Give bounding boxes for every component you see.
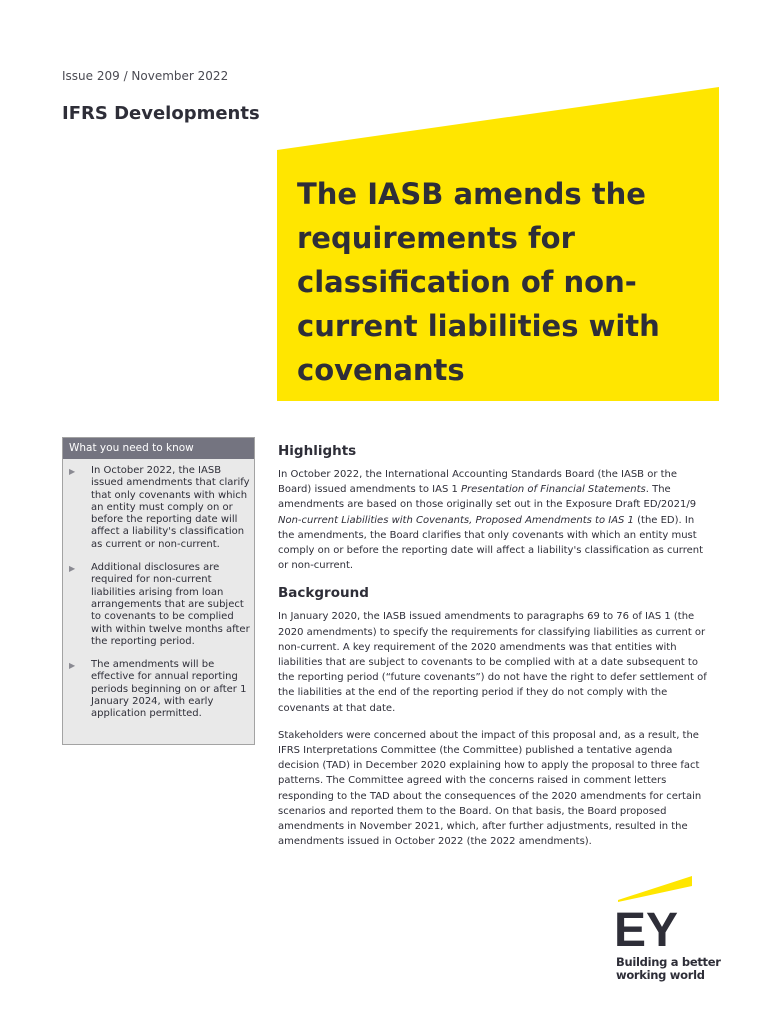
background-heading: Background: [278, 585, 369, 602]
highlights-heading: Highlights: [278, 443, 357, 459]
ey-logo: [614, 872, 724, 982]
tagline-line: Building a better: [616, 955, 721, 969]
triangle-bullet-icon: ▶: [69, 467, 76, 476]
triangle-bullet-icon: ▶: [69, 661, 76, 671]
list-item: [63, 465, 254, 551]
what-you-need-to-know-box: [62, 437, 255, 745]
main-content: [278, 443, 712, 861]
key-points-list: [63, 465, 254, 721]
text-run: (the ED). In the amendments, the Board clarifies that only covenants with which an entity must comply on or before the reporting date will affect a liability's classification as current or non-current.: [278, 514, 704, 572]
triangle-bullet-icon: ▶: [69, 564, 76, 574]
page-title: The IASB amends the requirements for classification of non-current liabilities with covenants: [297, 177, 660, 387]
tagline-line: working world: [616, 968, 705, 982]
list-item-text: Additional disclosures are required for non-current liabilities arising from loan arrangements that are subject to covenants to be complied with within twelve months after the reporting period.: [91, 562, 250, 647]
highlights-paragraph: [278, 467, 712, 573]
ey-logo-mark: [614, 872, 724, 956]
ey-wordmark: EY: [614, 904, 679, 956]
list-item-text: In October 2022, the IASB issued amendments that clarify that only covenants with which an entity must comply on or before the reporting date will affect a liability's classification as current or non-current.: [91, 465, 250, 550]
series-title: IFRS Developments: [62, 103, 260, 124]
background-paragraph: Stakeholders were concerned about the impact of this proposal and, as a result, the IFRS Interpretations Committee (the Committee) published a tentative agenda decision (TAD) in December 2020 explaining how to apply the proposal to three fact patterns. The Committee agreed with the concerns raised in comment letters responding to the TAD about the consequences of the 2020 amendments for certain scenarios and reported them to the Board. On that basis, the Board proposed amendments in November 2021, which, after further adjustments, resulted in the amendments issued in October 2022 (the 2022 amendments).: [278, 729, 702, 848]
issue-label: Issue 209 / November 2022: [62, 69, 229, 83]
list-item: [63, 562, 254, 648]
list-item-text: The amendments will be effective for annual reporting periods beginning on or after 1 January 2024, with early application permitted.: [91, 659, 247, 720]
list-item: [63, 659, 254, 720]
sidebar-heading: What you need to know: [63, 438, 254, 459]
text-run: . The amendments are based on those originally set out in the Exposure Draft ED/2021/9: [278, 484, 697, 511]
text-run: In October 2022, the International Accounting Standards Board (the IASB or the Board) issued amendments to IAS 1: [278, 469, 678, 496]
background-paragraph: In January 2020, the IASB issued amendments to paragraphs 69 to 76 of IAS 1 (the 2020 amendments) to specify the requirements for classifying liabilities as current or non-current. A key requirement of the 2020 amendments was that entities with liabilities that are subject to covenants to be complied with at a date subsequent to the reporting period (“future covenants”) do not have the right to defer settlement of the liabilities at the end of the reporting period if they do not comply with the covenants at that date.: [278, 611, 707, 714]
standard-title: Presentation of Financial Statements: [461, 484, 646, 496]
ey-tagline: [616, 956, 721, 982]
exposure-draft-title: Non-current Liabilities with Covenants, Proposed Amendments to IAS 1: [278, 514, 634, 526]
